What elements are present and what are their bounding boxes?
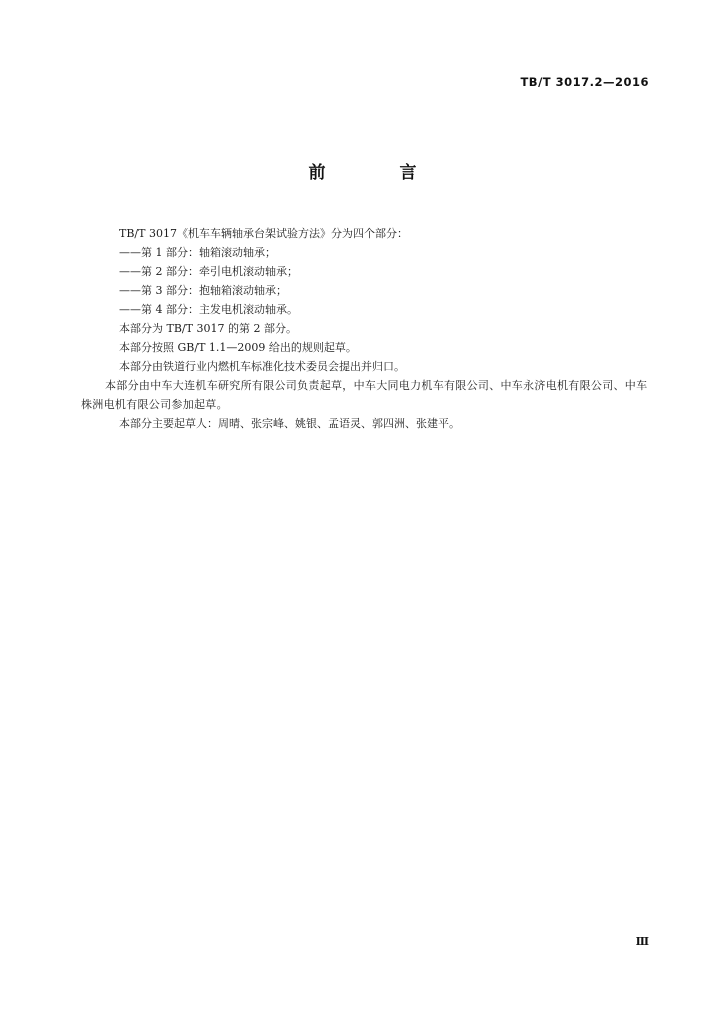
- list-item-part-2: ——第 2 部分：牵引电机滚动轴承；: [119, 265, 298, 278]
- foreword-body: [81, 224, 655, 433]
- document-code: TB/T 3017.2—2016: [520, 75, 649, 89]
- page-title: 前 言: [308, 163, 451, 183]
- page-number: Ⅲ: [635, 935, 649, 948]
- drafting-rules-paragraph: 本部分按照 GB/T 1.1—2009 给出的规则起草。: [119, 341, 357, 354]
- proposed-by-paragraph: 本部分由铁道行业内燃机车标准化技术委员会提出并归口。: [119, 360, 405, 373]
- this-part-paragraph: 本部分为 TB/T 3017 的第 2 部分。: [119, 322, 297, 335]
- drafted-by-paragraph: 本部分由中车大连机车研究所有限公司负责起草，中车大同电力机车有限公司、中车永济电机有限公司、中车株洲电机有限公司参加起草。: [81, 379, 648, 411]
- intro-paragraph: TB/T 3017《机车车辆轴承台架试验方法》分为四个部分：: [119, 227, 408, 240]
- list-item-part-4: ——第 4 部分：主发电机滚动轴承。: [119, 303, 298, 316]
- drafters-paragraph: 本部分主要起草人：周晴、张宗峰、姚银、孟语灵、郭四洲、张建平。: [119, 417, 460, 430]
- list-item-part-1: ——第 1 部分：轴箱滚动轴承；: [119, 246, 276, 259]
- list-item-part-3: ——第 3 部分：抱轴箱滚动轴承；: [119, 284, 287, 297]
